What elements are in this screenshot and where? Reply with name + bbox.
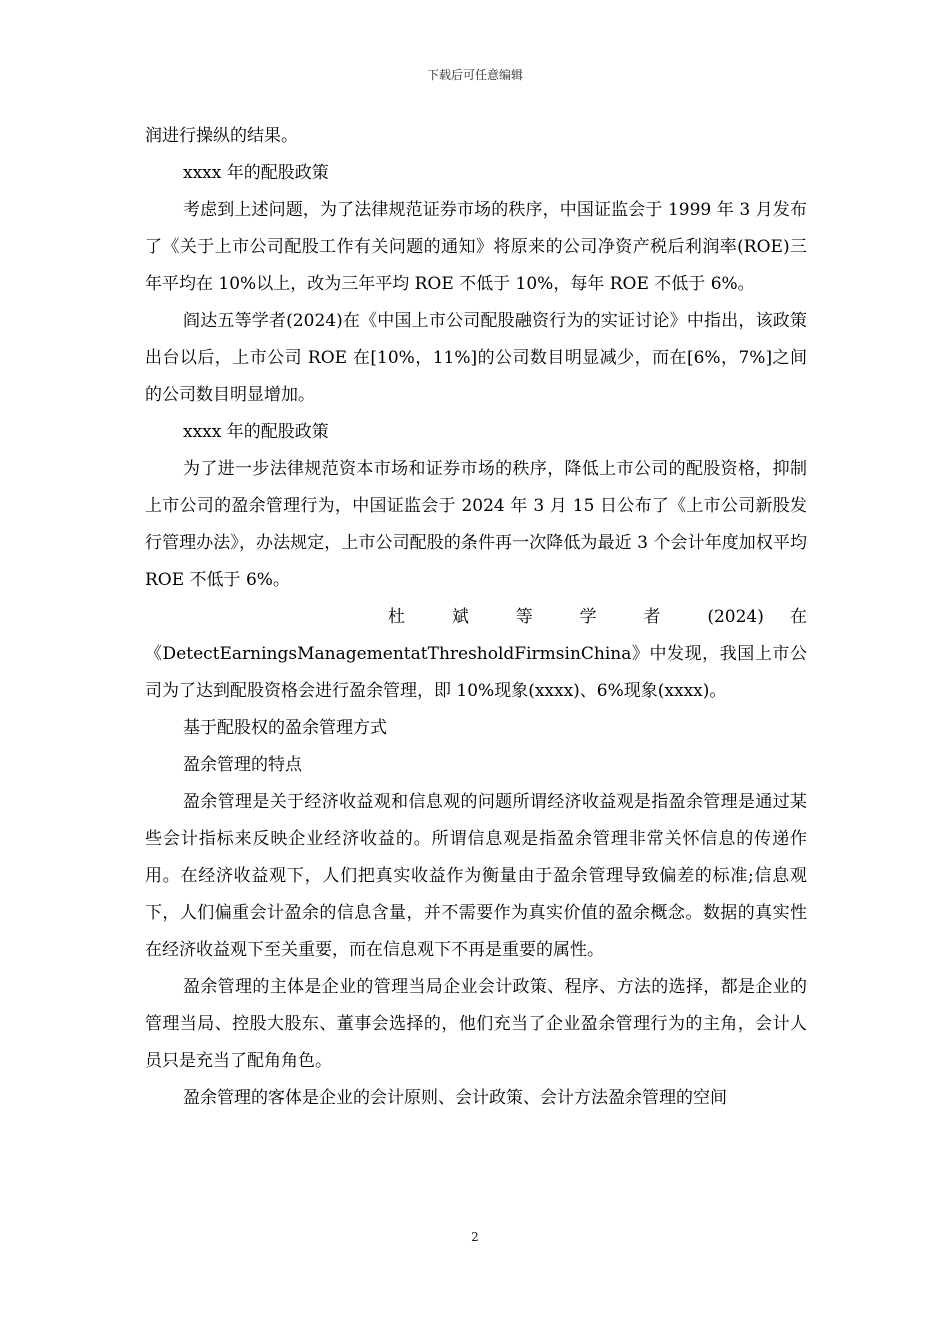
paragraph: 考虑到上述问题，为了法律规范证券市场的秩序，中国证监会于 1999 年 3 月发布了《关于上市公司配股工作有关问题的通知》将原来的公司净资产税后利润率(ROE)三年平均在 10%以上，改为三年平均 ROE 不低于 10%，每年 ROE 不低于 6%。 [145, 200, 807, 294]
paragraph: 为了进一步法律规范资本市场和证券市场的秩序，降低上市公司的配股资格，抑制上市公司的盈余管理行为，中国证监会于 2024 年 3 月 15 日公布了《上市公司新股发行管理办法》，办法规定，上市公司配股的条件再一次降低为最近 3 个会计年度加权平均 ROE 不低于 6%。 [145, 459, 807, 590]
page-number: 2 [471, 1230, 479, 1244]
paragraph-spaced-line: 杜 斌 等 学 者 (2024) 在 [388, 607, 807, 627]
paragraph: 《DetectEarningsManagementatThresholdFirmsinChina》中发现，我国上市公司为了达到配股资格会进行盈余管理，即 10%现象(xxxx)、6%现象(xxxx)。 [145, 644, 807, 701]
paragraph: 盈余管理的主体是企业的管理当局企业会计政策、程序、方法的选择，都是企业的管理当局、控股大股东、董事会选择的，他们充当了企业盈余管理行为的主角，会计人员只是充当了配角角色。 [145, 977, 807, 1071]
section-heading: xxxx 年的配股政策 [183, 163, 329, 183]
section-heading: 基于配股权的盈余管理方式 [183, 718, 387, 738]
paragraph: 盈余管理的客体是企业的会计原则、会计政策、会计方法盈余管理的空间 [183, 1088, 727, 1108]
paragraph-continuation: 润进行操纵的结果。 [145, 126, 298, 146]
paragraph: 盈余管理是关于经济收益观和信息观的问题所谓经济收益观是指盈余管理是通过某些会计指标来反映企业经济收益的。所谓信息观是指盈余管理非常关怀信息的传递作用。在经济收益观下，人们把真实收益作为衡量由于盈余管理导致偏差的标准;信息观下，人们偏重会计盈余的信息含量，并不需要作为真实价值的盈余概念。数据的真实性在经济收益观下至关重要，而在信息观下不再是重要的属性。 [145, 792, 807, 960]
section-heading: xxxx 年的配股政策 [183, 422, 329, 442]
document-body [145, 118, 807, 1117]
paragraph: 阎达五等学者(2024)在《中国上市公司配股融资行为的实证讨论》中指出，该政策出台以后，上市公司 ROE 在[10%，11%]的公司数目明显减少，而在[6%，7%]之间的公司数目明显增加。 [145, 311, 807, 405]
page-header: 下载后可任意编辑 [426, 68, 523, 82]
section-heading: 盈余管理的特点 [183, 755, 302, 775]
